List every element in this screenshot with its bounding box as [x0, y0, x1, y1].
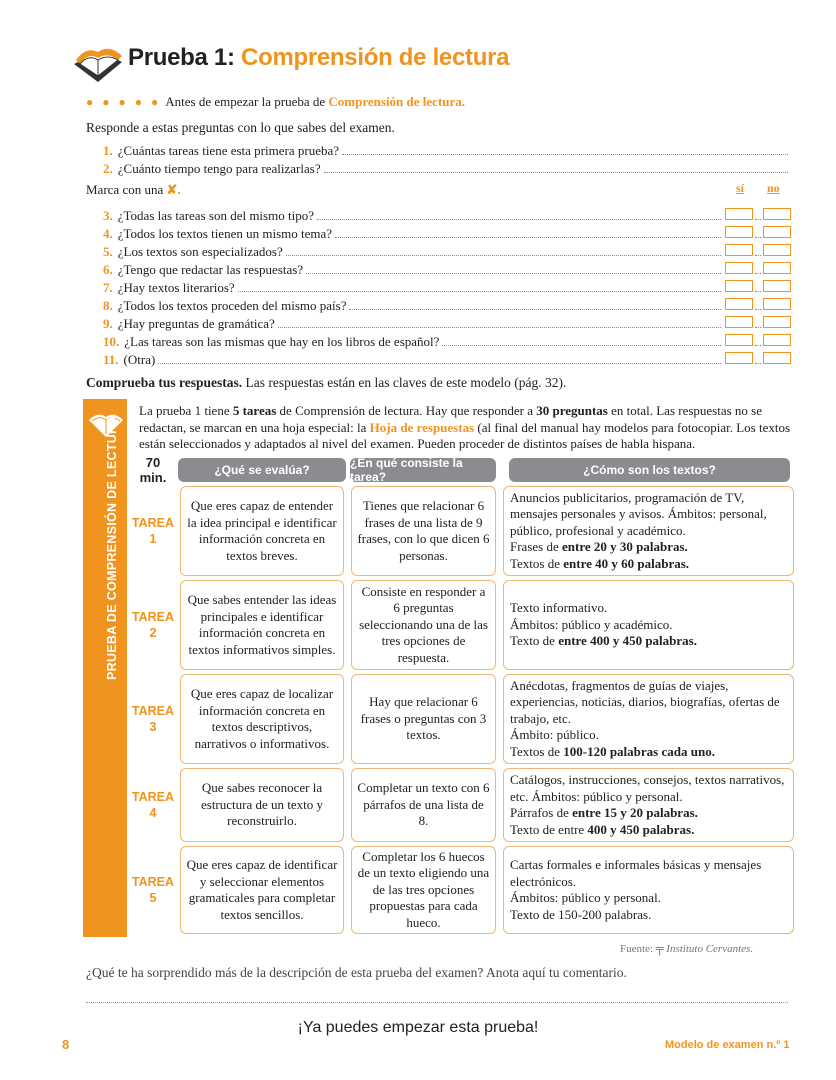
yes-no-question: 9. ¿Hay preguntas de gramática? — [103, 316, 791, 332]
task-label: TAREA 4 — [131, 790, 175, 820]
task-description-cell: Tienes que relacionar 6 frases de una lista de 9 frases, con lo que dicen 6 personas. — [351, 486, 496, 576]
task-description-cell: Hay que relacionar 6 frases o preguntas con 3 textos. — [351, 674, 496, 764]
task-label: TAREA 5 — [131, 875, 175, 905]
header-evalua: ¿Qué se evalúa? — [178, 458, 346, 482]
task-label: TAREA 2 — [131, 610, 175, 640]
cervantes-logo-icon: ╤ — [655, 943, 664, 955]
si-column-label: sí — [736, 181, 745, 195]
task-label: TAREA 1 — [131, 516, 175, 546]
mark-instruction: Marca con una ✘. — [86, 182, 181, 197]
yes-no-question: 11. (Otra) — [103, 352, 791, 368]
instruction-text: Responde a estas preguntas con lo que sabes del examen. — [86, 120, 395, 135]
task-evaluation-cell: Que eres capaz de localizar información concreta en textos descriptivos, narrativos o informativos. — [180, 674, 344, 764]
si-checkbox[interactable] — [725, 262, 753, 274]
no-checkbox[interactable] — [763, 298, 791, 310]
page-header — [72, 38, 772, 90]
si-checkbox[interactable] — [725, 208, 753, 220]
yes-no-question: 10. ¿Las tareas son las mismas que hay en los libros de español? — [103, 334, 791, 350]
task-label: TAREA 3 — [131, 704, 175, 734]
no-checkbox[interactable] — [763, 244, 791, 256]
check-answers-note: Comprueba tus respuestas. Las respuestas están en las claves de este modelo (pág. 32). — [86, 375, 567, 390]
no-checkbox[interactable] — [763, 208, 791, 220]
si-checkbox[interactable] — [725, 244, 753, 256]
si-checkbox[interactable] — [725, 298, 753, 310]
page-title: Prueba 1: Comprensión de lectura — [128, 44, 510, 71]
no-checkbox[interactable] — [763, 316, 791, 328]
no-column-label: no — [767, 181, 780, 195]
header-textos: ¿Cómo son los textos? — [509, 458, 790, 482]
source-note: Fuente: ╤ Instituto Cervantes. — [620, 943, 754, 955]
yes-no-question: 3. ¿Todas las tareas son del mismo tipo? — [103, 208, 791, 224]
task-texts-cell: Cartas formales e informales básicas y mensajes electrónicos. Ámbitos: público y personal. Texto de 150-200 palabras. — [503, 846, 794, 934]
cross-mark-icon: ✘. — [166, 182, 181, 197]
si-checkbox[interactable] — [725, 226, 753, 238]
yes-no-question: 7. ¿Hay textos literarios? — [103, 280, 791, 296]
footer-model-label: Modelo de examen n.º 1 — [665, 1039, 790, 1051]
yes-no-question: 5. ¿Los textos son especializados? — [103, 244, 791, 260]
no-checkbox[interactable] — [763, 280, 791, 292]
comment-prompt: ¿Qué te ha sorprendido más de la descripción de esta prueba del examen? Anota aquí tu comentario. — [86, 965, 627, 980]
pre-instruction: ● ● ● ● ● Antes de empezar la prueba de Comprensión de lectura. — [86, 94, 466, 109]
task-description-cell: Consiste en responder a 6 preguntas seleccionando una de las tres opciones de respuesta. — [351, 580, 496, 670]
no-checkbox[interactable] — [763, 334, 791, 346]
open-question: 1. ¿Cuántas tareas tiene esta primera prueba? — [103, 143, 788, 159]
si-checkbox[interactable] — [725, 280, 753, 292]
task-evaluation-cell: Que eres capaz de entender la idea principal e identificar información concreta en textos breves. — [180, 486, 344, 576]
task-texts-cell: Anécdotas, fragmentos de guías de viajes, experiencias, noticias, diarios, biografías, ofertas de trabajo, etc. Ámbito: público. Textos de 100-120 palabras cada uno. — [503, 674, 794, 764]
comment-answer-line[interactable] — [86, 1002, 788, 1003]
task-texts-cell: Anuncios publicitarios, programación de TV, mensajes personales y avisos. Ámbitos: personal, público, profesional y académico. Frases de entre 20 y 30 palabras. Textos de entre 40 y 60 palabras. — [503, 486, 794, 576]
intro-paragraph: La prueba 1 tiene 5 tareas de Comprensión de lectura. Hay que responder a 30 preguntas en total. Las respuestas no se redactan, se marcan en una hoja especial: la Hoja de respuestas (al final del manual hay modelos para fotocopiar. Los textos están seleccionados y adaptados al nivel del examen. Pueden proceder de distintos países de habla hispana. — [139, 403, 791, 451]
open-book-icon — [72, 42, 124, 86]
no-checkbox[interactable] — [763, 262, 791, 274]
si-checkbox[interactable] — [725, 334, 753, 346]
yes-no-question: 8. ¿Todos los textos proceden del mismo país? — [103, 298, 791, 314]
task-evaluation-cell: Que sabes reconocer la estructura de un texto y reconstruirlo. — [180, 768, 344, 842]
open-question: 2. ¿Cuánto tiempo tengo para realizarlas? — [103, 161, 788, 177]
footer-message: ¡Ya puedes empezar esta prueba! — [297, 1019, 539, 1036]
sidebar-label: PRUEBA DE COMPRENSIÓN DE LECTURA — [105, 415, 119, 680]
task-texts-cell: Catálogos, instrucciones, consejos, textos narrativos, etc. Ámbitos: público y personal. Párrafos de entre 15 y 20 palabras. Texto de entre 400 y 450 palabras. — [503, 768, 794, 842]
bullet-dots: ● ● ● ● ● — [86, 95, 162, 109]
yes-no-question: 4. ¿Todos los textos tienen un mismo tema? — [103, 226, 791, 242]
no-checkbox[interactable] — [763, 226, 791, 238]
answer-line[interactable] — [324, 163, 788, 173]
task-description-cell: Completar un texto con 6 párrafos de una lista de 8. — [351, 768, 496, 842]
time-limit: 70 min. — [139, 455, 167, 485]
header-consiste: ¿En qué consiste la tarea? — [350, 458, 496, 482]
page-number: 8 — [62, 1037, 70, 1052]
no-checkbox[interactable] — [763, 352, 791, 364]
si-checkbox[interactable] — [725, 352, 753, 364]
si-checkbox[interactable] — [725, 316, 753, 328]
yes-no-question: 6. ¿Tengo que redactar las respuestas? — [103, 262, 791, 278]
task-evaluation-cell: Que sabes entender las ideas principales e identificar información concreta en textos informativos simples. — [180, 580, 344, 670]
task-evaluation-cell: Que eres capaz de identificar y seleccionar elementos gramaticales para completar textos sencillos. — [180, 846, 344, 934]
answer-line[interactable] — [342, 145, 788, 155]
task-description-cell: Completar los 6 huecos de un texto eligiendo una de las tres opciones propuestas para cada hueco. — [351, 846, 496, 934]
task-texts-cell: Texto informativo. Ámbitos: público y académico. Texto de entre 400 y 450 palabras. — [503, 580, 794, 670]
